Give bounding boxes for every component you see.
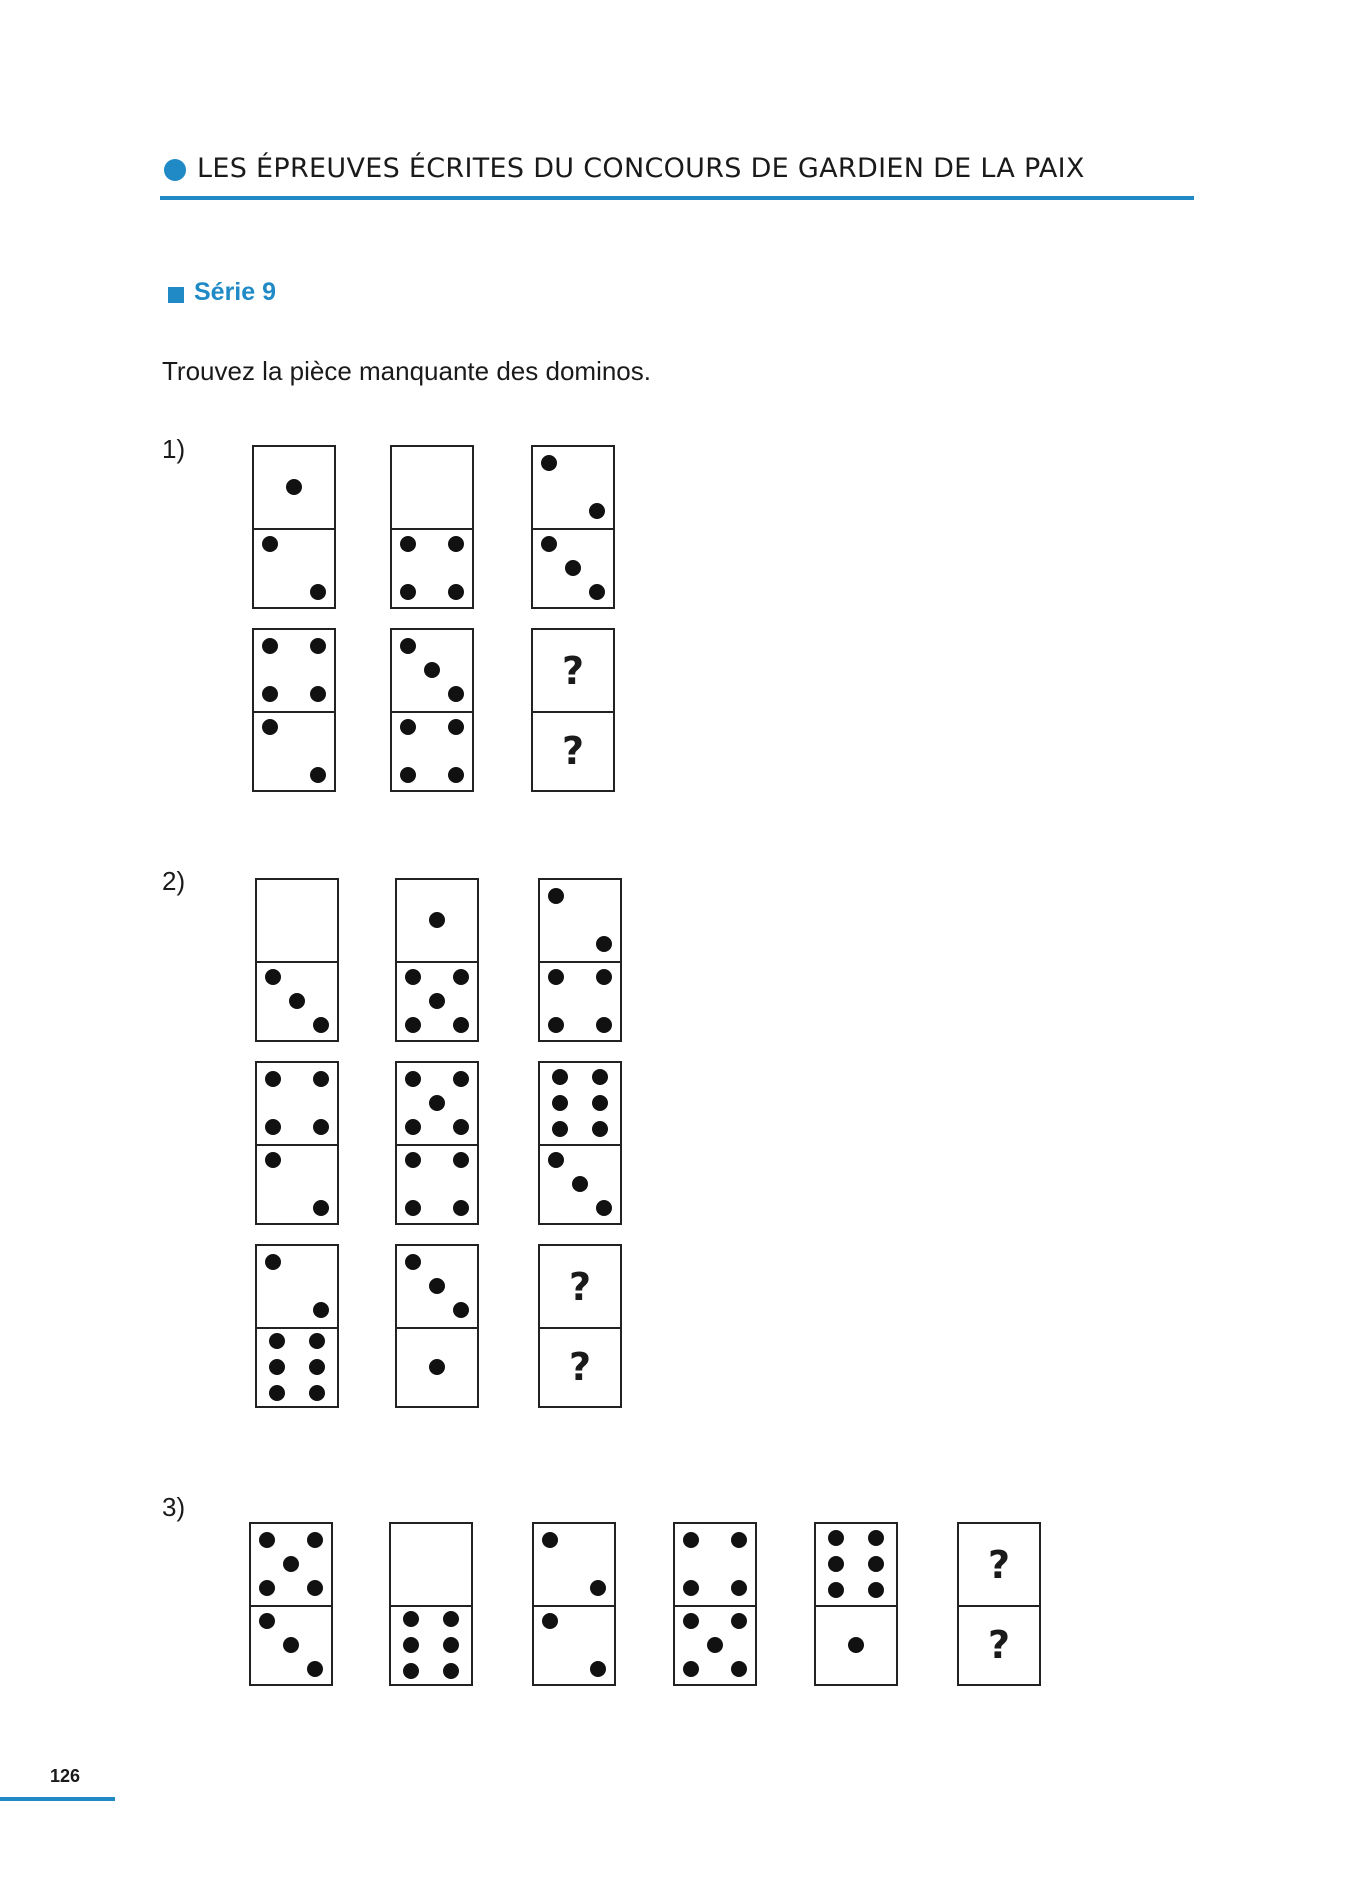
domino-tile — [249, 1522, 333, 1686]
domino-bottom-half — [251, 1605, 331, 1684]
domino-pip — [548, 969, 564, 985]
domino-pip — [542, 1532, 558, 1548]
domino-pip — [548, 888, 564, 904]
domino-bottom-half — [816, 1605, 896, 1684]
domino-pip — [443, 1663, 459, 1679]
domino-pip — [731, 1661, 747, 1677]
domino-pip — [310, 584, 326, 600]
domino-bottom-half — [257, 1144, 337, 1223]
domino-tile — [252, 628, 336, 792]
domino-pip — [265, 1119, 281, 1135]
domino-pip — [592, 1121, 608, 1137]
domino-pip — [405, 1200, 421, 1216]
domino-tile — [814, 1522, 898, 1686]
domino-bottom-half — [675, 1605, 755, 1684]
domino-pip — [453, 1200, 469, 1216]
domino-pip — [313, 1017, 329, 1033]
domino-top-half — [257, 880, 337, 963]
domino-pip — [589, 503, 605, 519]
domino-pip — [307, 1661, 323, 1677]
domino-pip — [313, 1071, 329, 1087]
domino-pip — [310, 767, 326, 783]
domino-top-half — [254, 447, 334, 530]
domino-pip — [313, 1200, 329, 1216]
domino-pip — [283, 1556, 299, 1572]
question-mark: ? — [987, 1622, 1011, 1667]
problem-1-number: 1) — [162, 434, 186, 464]
domino-pip — [541, 536, 557, 552]
domino-bottom-half — [257, 961, 337, 1040]
domino-pip — [683, 1613, 699, 1629]
domino-pip — [309, 1385, 325, 1401]
domino-pip — [448, 584, 464, 600]
page-number: 126 — [50, 1766, 81, 1786]
domino-pip — [403, 1611, 419, 1627]
domino-tile — [538, 878, 622, 1042]
question-mark: ? — [568, 1264, 592, 1309]
domino-top-half — [251, 1524, 331, 1607]
domino-pip — [259, 1532, 275, 1548]
domino-top-half — [540, 880, 620, 963]
question-mark: ? — [561, 728, 585, 773]
question-mark: ? — [568, 1344, 592, 1389]
domino-pip — [429, 993, 445, 1009]
domino-bottom-half — [254, 528, 334, 607]
domino-pip — [453, 1071, 469, 1087]
domino-pip — [541, 455, 557, 471]
problem-2-number: 2) — [162, 866, 186, 896]
series-label: Série 9 — [194, 278, 277, 306]
domino-pip — [596, 936, 612, 952]
domino-pip — [683, 1661, 699, 1677]
domino-tile — [673, 1522, 757, 1686]
domino-pip — [313, 1302, 329, 1318]
domino-tile — [395, 1061, 479, 1225]
domino-top-half — [254, 630, 334, 713]
domino-bottom-half — [397, 961, 477, 1040]
domino-top-half — [392, 630, 472, 713]
domino-pip — [265, 1071, 281, 1087]
running-header — [160, 150, 1194, 200]
domino-pip — [453, 1017, 469, 1033]
domino-pip — [572, 1176, 588, 1192]
domino-pip — [269, 1333, 285, 1349]
domino-pip — [400, 536, 416, 552]
domino-bottom-half — [257, 1327, 337, 1406]
domino-tile — [531, 628, 615, 792]
domino-pip — [429, 912, 445, 928]
domino-tile — [389, 1522, 473, 1686]
domino-pip — [400, 767, 416, 783]
domino-bottom-half — [540, 1327, 620, 1406]
domino-pip — [310, 638, 326, 654]
domino-pip — [542, 1613, 558, 1629]
domino-bottom-half — [533, 528, 613, 607]
domino-pip — [596, 1017, 612, 1033]
domino-tile — [395, 1244, 479, 1408]
domino-pip — [429, 1095, 445, 1111]
domino-pip — [731, 1613, 747, 1629]
domino-bottom-half — [397, 1327, 477, 1406]
domino-top-half — [959, 1524, 1039, 1607]
domino-pip — [868, 1582, 884, 1598]
footer-rule — [0, 1797, 115, 1801]
domino-pip — [309, 1333, 325, 1349]
domino-pip — [552, 1069, 568, 1085]
domino-pip — [403, 1663, 419, 1679]
domino-pip — [707, 1637, 723, 1653]
domino-pip — [403, 1637, 419, 1653]
domino-pip — [313, 1119, 329, 1135]
domino-pip — [405, 1152, 421, 1168]
domino-pip — [265, 1152, 281, 1168]
domino-pip — [848, 1637, 864, 1653]
domino-pip — [429, 1278, 445, 1294]
domino-tile — [957, 1522, 1041, 1686]
domino-pip — [592, 1069, 608, 1085]
domino-tile — [252, 445, 336, 609]
domino-bottom-half — [533, 711, 613, 790]
domino-pip — [400, 584, 416, 600]
domino-pip — [405, 1017, 421, 1033]
domino-top-half — [257, 1063, 337, 1146]
domino-pip — [307, 1532, 323, 1548]
domino-pip — [565, 560, 581, 576]
domino-top-half — [257, 1246, 337, 1329]
domino-pip — [828, 1556, 844, 1572]
domino-top-half — [533, 630, 613, 713]
domino-top-half — [397, 880, 477, 963]
domino-pip — [262, 536, 278, 552]
domino-pip — [405, 969, 421, 985]
domino-bottom-half — [959, 1605, 1039, 1684]
domino-tile — [538, 1061, 622, 1225]
domino-pip — [828, 1530, 844, 1546]
domino-pip — [868, 1556, 884, 1572]
domino-pip — [552, 1121, 568, 1137]
domino-pip — [259, 1613, 275, 1629]
domino-pip — [731, 1580, 747, 1596]
domino-pip — [548, 1152, 564, 1168]
domino-tile — [532, 1522, 616, 1686]
domino-pip — [683, 1580, 699, 1596]
domino-pip — [286, 479, 302, 495]
domino-pip — [405, 1254, 421, 1270]
domino-pip — [828, 1582, 844, 1598]
domino-bottom-half — [392, 528, 472, 607]
question-mark: ? — [987, 1542, 1011, 1587]
domino-pip — [309, 1359, 325, 1375]
domino-tile — [255, 878, 339, 1042]
domino-pip — [259, 1580, 275, 1596]
domino-tile — [390, 445, 474, 609]
domino-pip — [400, 638, 416, 654]
domino-top-half — [540, 1246, 620, 1329]
domino-pip — [424, 662, 440, 678]
domino-pip — [596, 1200, 612, 1216]
domino-pip — [405, 1119, 421, 1135]
domino-top-half — [391, 1524, 471, 1607]
domino-top-half — [397, 1246, 477, 1329]
domino-bottom-half — [534, 1605, 614, 1684]
domino-tile — [255, 1244, 339, 1408]
domino-top-half — [397, 1063, 477, 1146]
domino-top-half — [534, 1524, 614, 1607]
domino-pip — [453, 1302, 469, 1318]
domino-pip — [592, 1095, 608, 1111]
domino-pip — [310, 686, 326, 702]
domino-pip — [262, 686, 278, 702]
domino-pip — [400, 719, 416, 735]
square-bullet-icon — [168, 287, 184, 303]
domino-top-half — [533, 447, 613, 530]
domino-top-half — [392, 447, 472, 530]
domino-bottom-half — [254, 711, 334, 790]
domino-pip — [868, 1530, 884, 1546]
domino-tile — [255, 1061, 339, 1225]
header-bullet-icon — [164, 159, 186, 181]
domino-bottom-half — [392, 711, 472, 790]
domino-tile — [390, 628, 474, 792]
domino-pip — [307, 1580, 323, 1596]
domino-pip — [443, 1611, 459, 1627]
domino-top-half — [540, 1063, 620, 1146]
domino-pip — [448, 767, 464, 783]
domino-pip — [548, 1017, 564, 1033]
domino-pip — [731, 1532, 747, 1548]
domino-bottom-half — [391, 1605, 471, 1684]
domino-pip — [283, 1637, 299, 1653]
domino-pip — [448, 686, 464, 702]
domino-pip — [448, 536, 464, 552]
domino-pip — [269, 1359, 285, 1375]
domino-bottom-half — [397, 1144, 477, 1223]
instruction-text: Trouvez la pièce manquante des dominos. — [162, 356, 651, 386]
domino-pip — [262, 638, 278, 654]
domino-pip — [443, 1637, 459, 1653]
domino-pip — [448, 719, 464, 735]
domino-pip — [429, 1359, 445, 1375]
domino-tile — [531, 445, 615, 609]
domino-pip — [683, 1532, 699, 1548]
domino-pip — [453, 1152, 469, 1168]
domino-pip — [453, 969, 469, 985]
domino-pip — [265, 969, 281, 985]
domino-pip — [453, 1119, 469, 1135]
domino-pip — [265, 1254, 281, 1270]
domino-pip — [589, 584, 605, 600]
question-mark: ? — [561, 648, 585, 693]
domino-top-half — [816, 1524, 896, 1607]
problem-3-number: 3) — [162, 1492, 186, 1522]
domino-tile — [538, 1244, 622, 1408]
domino-pip — [552, 1095, 568, 1111]
header-title: LES ÉPREUVES ÉCRITES DU CONCOURS DE GARDIEN DE LA PAIX — [197, 153, 1085, 184]
domino-pip — [262, 719, 278, 735]
domino-pip — [596, 969, 612, 985]
domino-pip — [590, 1661, 606, 1677]
domino-top-half — [675, 1524, 755, 1607]
domino-pip — [269, 1385, 285, 1401]
domino-tile — [395, 878, 479, 1042]
domino-pip — [590, 1580, 606, 1596]
domino-bottom-half — [540, 961, 620, 1040]
domino-pip — [289, 993, 305, 1009]
domino-bottom-half — [540, 1144, 620, 1223]
domino-pip — [405, 1071, 421, 1087]
